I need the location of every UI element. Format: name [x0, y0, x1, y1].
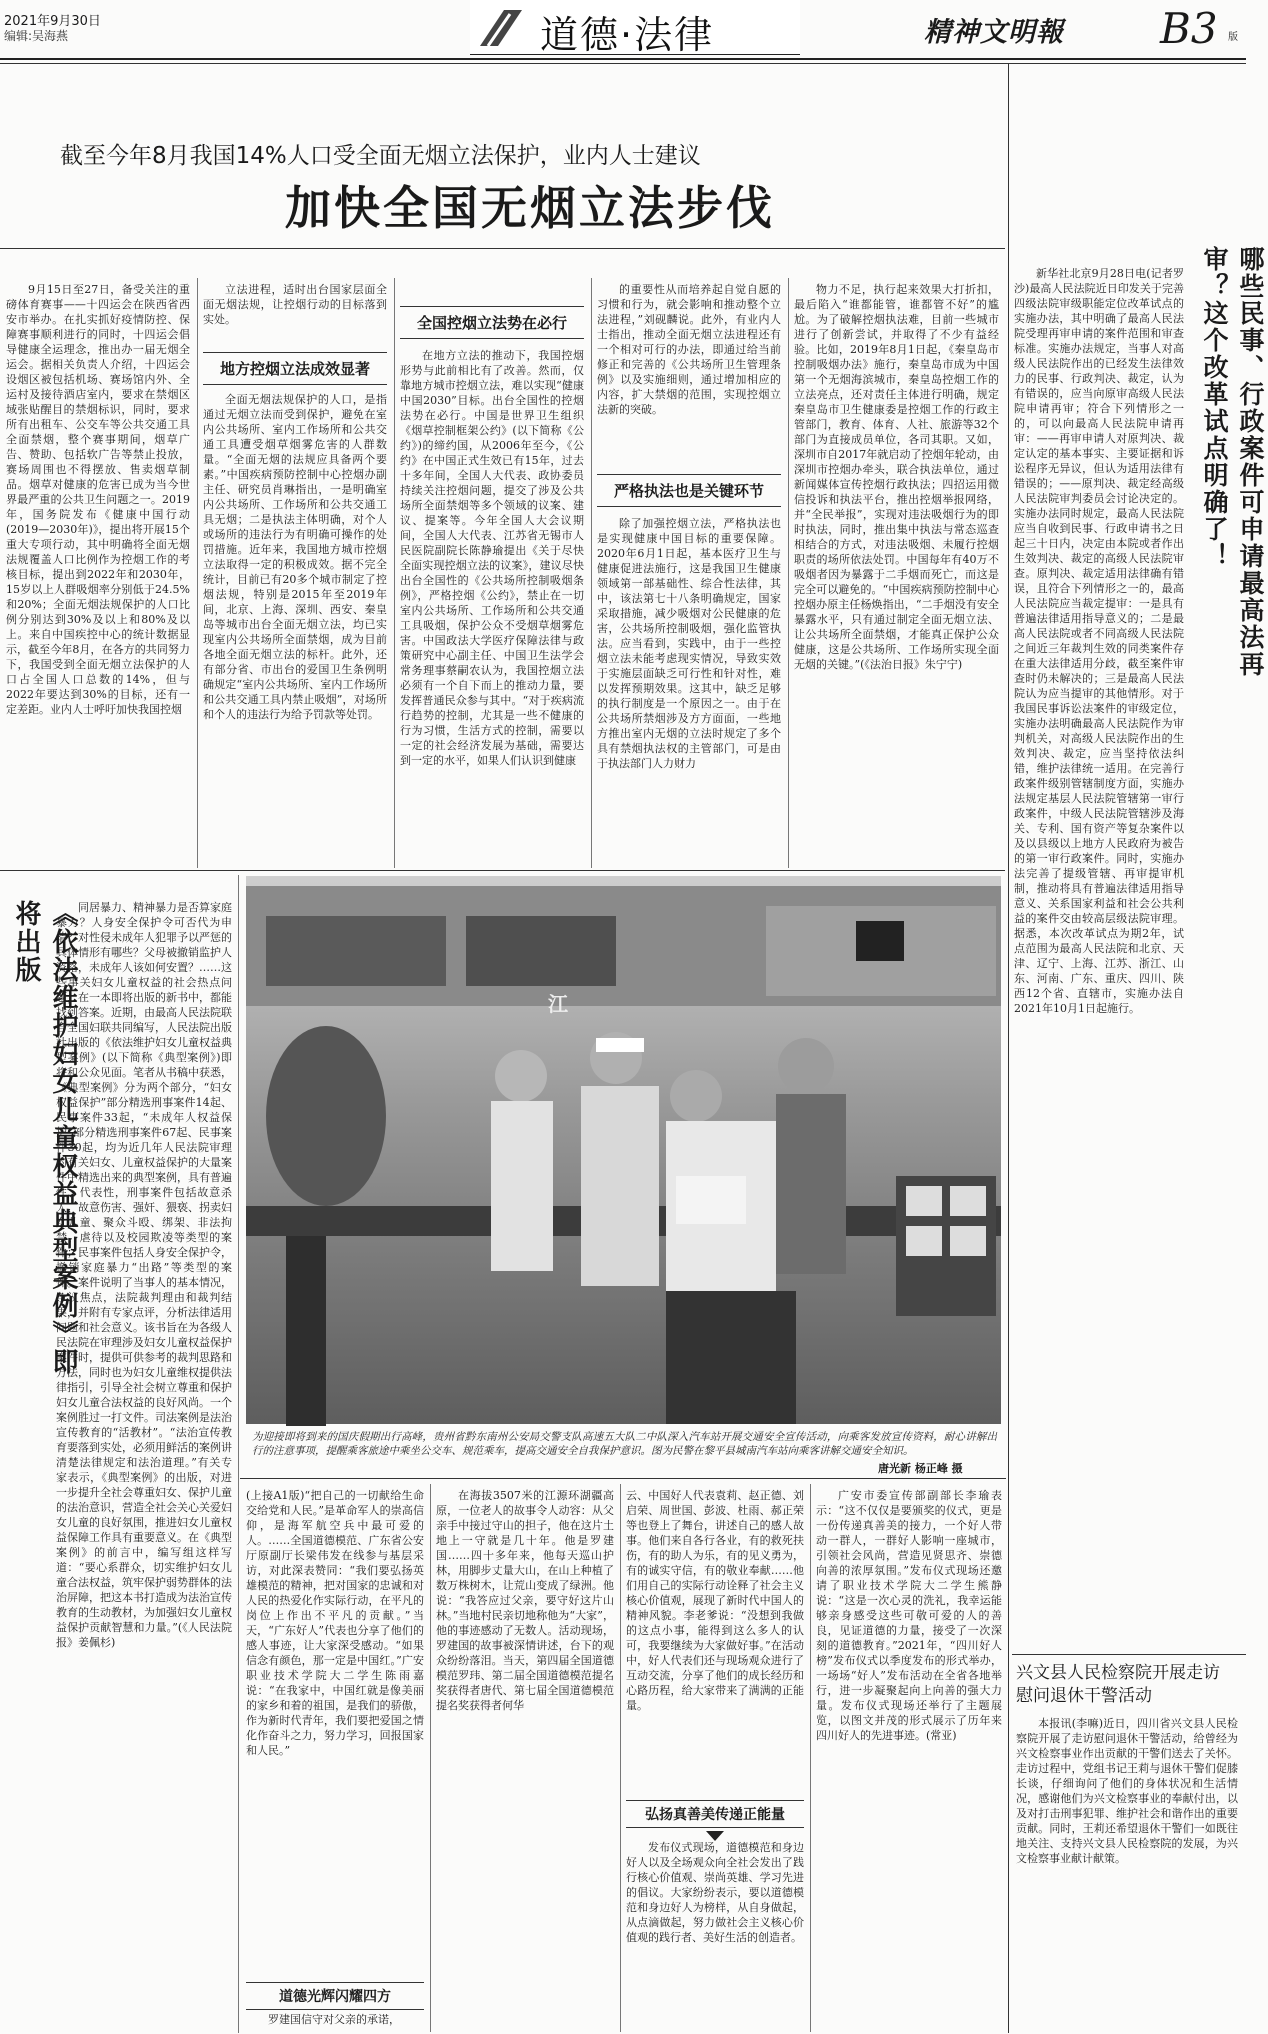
right-feature-body: 新华社北京9月28日电(记者罗沙)最高人民法院近日印发关于完善四级法院审级职能定位改革试点的实施办法，其中明确了最高人民法院受理再审申请的案件范围和审查标准。实施办法规定，当事人对高级人民法院作出的已经发生法律效力的民事、行政判决、裁定，认为有错误的，应当向原审高级人民法院申请再审；符合下列情形之一的，可以向最高人民法院申请再审：——再审申请人对原判决、裁定认定的基本事实、主要证据和诉讼程序无异议，但认为适用法律有错误的；——原判决、裁定经高级人民法院审判委员会讨论决定的。实施办法同时规定，最高人民法院应当自收到民事、行政申请书之日起三十日内，决定由本院或者作出生效判决、裁定的高级人民法院审查。原判决、裁定适用法律确有错误，且符合下列情形之一的，最高人民法院应当裁定提审：一是具有普遍法律适用指导意义的；二是最高人民法院或者不同高级人民法院之间近三年裁判生效的同类案件存在重大法律适用分歧，截至案件审查时仍未解决的；三是最高人民法院认为应当提审的其他情形。对于我国民事诉讼法案件的审级定位，实施办法明确最高人民法院作为审判机关，对高级人民法院作出的生效判决、裁定，应当坚持依法纠错，维护法律统一适用。在完善行政案件级别管辖制度方面，实施办法规定基层人民法院管辖第一审行政案件，中级人民法院管辖涉及海关、专利、国有资产等复杂案件以及以县级以上地方人民政府为被告的第一审行政案件。同时，实施办法完善了提级管辖、再审提审机制，推动将具有普遍法律适用指导意义、关系国家利益和社会公共利益的案件交由较高层级法院审理。据悉，本次改革试点为期2年，试点范围为最高人民法院和北京、天津、辽宁、上海、江苏、浙江、山东、河南、广东、重庆、四川、陕西12个省、直辖市，实施办法自2021年10月1日起施行。 [1014, 267, 1184, 1015]
lead-header-rule [0, 248, 1005, 249]
bottom-col-1-tail: 罗建国信守对父亲的承诺， [268, 2013, 400, 2026]
lead-col-5: 物力不足，执行起来效果大打折扣，最后陷入“谁都能管，谁都管不好”的尴尬。为了破解控烟执法难，目前一些城市进行了创新尝试，并取得了不少有益经验。比如，2019年8月1日起，《秦皇岛市控制吸烟办法》施行，秦皇岛市成为中国第一个无烟海滨城市，秦皇岛控烟工作的立法亮点，还对责任主体进行明确，规定秦皇岛市卫生健康委是控烟工作的行政主管部门，教育、体育、人社、旅游等32个部门为直接成员单位，各司其职。又如，深圳市自2017年就启动了控烟年轮动，由深圳市控烟办牵头，联合执法单位，通过新闻媒体宣传控烟行政执法；四招运用微信投诉和执法平台，推出控烟举报网络，并“全民举报”，实现对违法吸烟行为的即时执法，同时，推出集中执法与常态巡查相结合的方式，对违法吸烟、未履行控烟职责的场所依法处罚。中国每年有40万不吸烟者因为暴露于二手烟而死亡，而这是完全可以避免的。“中国疾病预防控制中心控烟办原主任杨焕指出，“二手烟没有安全暴露水平，只有通过制定全面无烟立法、让公共场所全面禁烟，才能真正保护公众健康，这是公共场所、工作场所实现全面无烟的关键。”(《法治日报》朱宁宁) [794, 283, 999, 671]
right-brief-body: 本报讯(李嘛)近日，四川省兴文县人民检察院开展了走访慰问退休干警活动，给曾经为兴文检察事业作出贡献的干警们送去了关怀。走访过程中，党组书记王莉与退休干警们促膝长谈，仔细询问了他们的身体状况和生活情况，感谢他们为兴文检察事业的奉献付出，以及对打击刑事犯罪、维护社会和谐作出的重要贡献。同时，王莉还希望退休干警们一如既往地关注、支持兴文县人民检察院的发展，为兴文检察事业献计献策。 [1016, 1717, 1238, 1865]
bottom-col-4: 广安市委宣传部副部长李瑜表示：“这不仅仅是要颁奖的仪式，更是一份传递真善美的接力，一个好人带动一群人，一群好人影响一座城市，引领社会风尚，营造见贤思齐、崇德向善的浓厚氛围。”发布仪式现场还邀请了职业技术学院大二学生熊静说：“这是一次心灵的洗礼，我幸运能够亲身感受这些可敬可爱的人的善良，见证道德的力量，接受了一次深刻的道德教育。”2021年，“四川好人榜”发布仪式以季度发布的形式举办，一场场“好人”发布活动在全省各地举行，进一步凝聚起向上向善的强大力量。发布仪式现场还举行了主题展览，以图文并茂的形式展示了历年来四川好人的先进事迹。(常亚) [816, 1489, 1002, 1742]
lead-col-2-subhead: 地方控烟立法成效显著 [203, 352, 387, 385]
bottom-col-3-tail: 发布仪式现场，道德模范和身边好人以及全场观众向全社会发出了践行核心价值观、崇尚英雄、学习先进的倡议。大家纷纷表示，要以道德模范和身边好人为榜样，从自身做起，从点滴做起，努力做社会主义核心价值观的践行者、美好生活的创造者。 [626, 1841, 804, 1944]
lead-col-2a: 立法进程，适时出台国家层面全面无烟法规，让控烟行动的目标落到实处。 [203, 283, 387, 326]
bottom-col-1-subhead: 道德光辉闪耀四方 [246, 1982, 424, 2010]
bottom-col-3-subhead: 弘扬真善美传递正能量 [626, 1800, 804, 1828]
bottom-col-3: 云、中国好人代表袁莉、赵正德、刘启荣、周世国、彭波、杜雨、郝正荣等也登上了舞台，讲述自己的感人故事。他们来自各行各业，有的救死扶伤，有的助人为乐，有的见义勇为，有的诚实守信，有的敬业奉献……他们用自己的实际行动诠释了社会主义核心价值观，展现了新时代中国人的精神风貌。李老爹说：“没想到我做的这点小事，能得到这么多人的认可，我要继续为大家做好事。”在活动中，好人代表们还与现场观众进行了互动交流，分享了他们的成长经历和心路历程，给大家带来了满满的正能量。 [626, 1489, 804, 1712]
photo-credit: 唐光新 杨正峰 摄 [878, 1462, 963, 1475]
ribbon-left-icon [478, 6, 524, 52]
section-title: 道德·法律 [540, 13, 715, 57]
photo-scene [246, 876, 1001, 1424]
lead-col-3-subhead: 全国控烟立法势在必行 [400, 306, 584, 339]
lead-col-4-subhead: 严格执法也是关键环节 [597, 474, 781, 507]
newspaper-name: 精神文明報 [924, 17, 1064, 48]
right-brief-title: 兴文县人民检察院开展走访慰问退休干警活动 [1016, 1663, 1220, 1706]
bus-window-sign: 江 [548, 992, 568, 1016]
lead-col-2b: 全面无烟法规保护的人口，是指通过无烟立法而受到保护，避免在室内公共场所、室内工作场所和公共交通工具遭受烟草烟雾危害的人群数量。“全面无烟的法规应具备两个要素。”中国疾病预防控制中心控烟办副主任、研究员肖琳指出，一是明确室内公共场所、工作场所和公共交通工具无烟；二是执法主体明确，对个人或场所的违法行为有明确可操作的处罚措施。近年来，我国地方城市控烟立法取得一定的积极成效。据不完全统计，目前已有20多个城市制定了控烟法规，特别是2015年至2019年间，北京、上海、深圳、西安、秦皇岛等城市出台全面无烟立法，均已实现室内公共场所全面禁烟，成为目前各地全面无烟立法的标杆。此外，还有部分省、市出台的爱国卫生条例明确规定“室内公共场所、室内工作场所和公共交通工具内禁止吸烟”，对场所和个人的违法行为给予罚款等处罚。 [203, 393, 387, 721]
lead-col-1: 9月15日至27日，备受关注的重磅体育赛事——十四运会在陕西省西安市举办。在扎实抓好疫情防控、保障赛事顺利进行的同时，十四运会倡导健康全运理念，推出办一届无烟全运会。据相关负责人介绍，十四运会设烟区被包括机场、赛场馆内外、全运村及接待酒店室内，要求在禁烟区域张贴醒目的禁烟标识，同时，要求所有出租车、公交车等公共交通工具全面禁烟，整个赛事期间，烟草广告、赞助、包括软广告等禁止投放，赛场周围也不得摆放、售卖烟草制品。烟草对健康的危害已成为当今世界最严重的公共卫生问题之一。2019年，国务院发布《健康中国行动(2019—2030年)》，提出将开展15个重大专项行动，其中明确将全面无烟法规覆盖人口比例作为控烟工作的考核目标，提出到2022年和2030年，15岁以上人群吸烟率分别低于24.5%和20%；全面无烟法规保护的人口比例分别达到30%及以上和80%及以上。来自中国疾控中心的统计数据显示，截至今年8月，在各方的共同努力下，我国受到全面无烟立法保护的人口占全国人口总数的14%，但与2022年要达到30%的目标，还有一定差距。业内人士呼吁加快我国控烟 [6, 283, 190, 716]
lead-col-4b: 除了加强控烟立法，严格执法也是实现健康中国目标的重要保障。2020年6月1日起，基本医疗卫生与健康促进法施行，这是我国卫生健康领域第一部基础性、综合性法律，其中，该法第七十八条明确规定，国家采取措施，减少吸烟对公民健康的危害，公共场所控制吸烟，强化监管执法。应当看到，实践中，由于一些控烟立法未能考虑现实情况，导致实效于实施层面缺乏可行性和针对性，难以发挥预期效果。这其中，缺乏足够的执行制度是一个原因之一。由于在公共场所禁烟涉及方方面面，一些地方推出室内无烟的立法时规定了多个具有禁烟执法权的主管部门，可是由于执法部门人力财力 [597, 517, 781, 770]
issue-date: 2021年9月30日 [4, 14, 101, 29]
left-feature-title: 《依法维护妇女儿童权益典型案例》即将出版 [11, 900, 78, 1376]
lead-col-3: 在地方立法的推动下，我国控烟形势与此前相比有了改善。然而，仅靠地方城市控烟立法，难以实现“健康中国2030”目标。出台全国性的控烟法势在必行。中国是世界卫生组织《烟草控制框架公约》(以下简称《公约》)的缔约国，从2006年至今，《公约》在中国正式生效已有15年，过去十多年间，全国人大代表、政协委员持续关注控烟问题，提交了涉及公共场所全面禁烟等多个领域的议案、建议、提案等。今年全国人大会议期间，全国人大代表、江苏省无锡市人民医院副院长陈静瑜提出《关于尽快全面实现控烟立法的议案》，建议尽快出台全国性的《公共场所控制吸烟条例》，严格控烟《公约》，禁止在一切室内公共场所、工作场所和公共交通工具吸烟，保护公众不受烟草烟雾危害。中国政法大学医疗保障法律与政策研究中心副主任、中国卫生法学会常务理事蔡嗣农认为，我国控烟立法必须有一个自下而上的推动力量，要发挥普通民众参与其中。“对于疾病流行趋势的控制，尤其是一些不健康的行为习惯，生活方式的控制，需要以一定的社会经济发展为基础，需要达到一定的水平，如果人们认识到健康 [400, 349, 584, 767]
lead-bottom-rule [0, 870, 1005, 871]
editor-credit: 编辑:吴海燕 [4, 29, 69, 43]
bottom-col-2: 在海拔3507米的江源环湖疆高原，一位老人的故事令人动容：从父亲手中接过守山的担子，他在这片土地上一守就是几十年。他是罗建国……四十多年来，他每天巡山护林，用脚步丈量大山，在山上种植了数万株树木，让荒山变成了绿洲。他说：“我答应过父亲，要守好这片山林。”当地村民亲切地称他为“大家”，他的事迹感动了无数人。活动现场，罗建国的故事被深情讲述，台下的观众纷纷落泪。当天，第四届全国道德模范罗玮、第二届全国道德模范提名奖获得者唐代、第七届全国道德模范提名奖获得者何华 [436, 1489, 614, 1712]
page-number: B3 [1160, 4, 1218, 53]
right-feature-title: 哪些民事、行政案件可申请最高法再审？这个改革试点明确了！ [1200, 246, 1265, 678]
masthead-rule [0, 58, 1246, 60]
left-feature-body: 同居暴力、精神暴力是否算家庭暴力？人身安全保护令可否代为申请？对性侵未成年人犯罪予以严惩的具体情形有哪些？父母被撤销监护人资格，未成年人该如何安置？……这些事关妇女儿童权益的社会热点问题，在一本即将出版的新书中，都能找到答案。近期，由最高人民法院联合全国妇联共同编写，人民法院出版社出版的《依法维护妇女儿童权益典型案例》(以下简称《典型案例》)即将和公众见面。笔者从书稿中获悉，《典型案例》分为两个部分，“妇女权益保护”部分精选刑事案件14起、民事案件33起，“未成年人权益保护”部分精选刑事案件67起、民事案件30起，均为近几年人民法院审理的有关妇女、儿童权益保护的大量案件中精选出来的典型案例，具有普遍性、代表性，刑事案件包括故意杀人、故意伤害、强奸、猥亵、拐卖妇女儿童、聚众斗殴、绑架、非法拘禁、虐待以及校园欺凌等类型的案件；民事案件包括人身安全保护令，撤销家庭暴力“出路”等类型的案件。案件说明了当事人的基本情况，争议焦点，法院裁判理由和裁判结果，并附有专家点评，分析法律适用问题和社会意义。该书旨在为各级人民法院在审理涉及妇女儿童权益保护案件时，提供可供参考的裁判思路和方法，同时也为妇女儿童维权提供法律指引，引导全社会树立尊重和保护妇女儿童合法权益的良好风尚。一个案例胜过一打文件。司法案例是法治宣传教育的“活教材”。“法治宣传教育要落到实处，必须用鲜活的案例讲清楚法律规定和法治道理。”有关专家表示，《典型案例》的出版，对进一步提升全社会尊重妇女、保护儿童的法治意识，营造全社会关心关爱妇女儿童的良好氛围，推进妇女儿童权益保障工作具有重要意义。在《典型案例》的前言中，编写组这样写道：“要心系群众，切实维护妇女儿童合法权益，筑牢保护弱势群体的法治屏障，把这本书打造成为法治宣传教育的生动教材，为加强妇女儿童权益保护贡献智慧和力量。”(《人民法院报》姜佩杉) [56, 901, 232, 1649]
left-feature-body-cont [4, 1504, 230, 2024]
page-suffix: 版 [1228, 32, 1238, 43]
news-photo [246, 876, 1001, 1424]
lead-subtitle: 截至今年8月我国14%人口受全面无烟立法保护，业内人士建议 [60, 143, 701, 169]
lead-col-4a: 的重要性从而培养起自觉自愿的习惯和行为，就会影响和推动整个立法进程，”刘砚麟说。此外，有业内人士指出，推动全面无烟立法进程还有一个相对可行的办法，即通过给当前修正和完善的《公共场所卫生管理条例》以及实施细则，通过增加相应的内容，扩大禁烟的范围，实现控烟立法新的突破。 [597, 283, 781, 416]
photo-caption: 为迎接即将到来的国庆假期出行高峰，贵州省黔东南州公安局交警支队高速五大队二中队深入汽车站开展交通安全宣传活动，向乘客发放宣传资料，耐心讲解出行的注意事项，提醒乘客旅途中乘坐公交车、规范乘车，提高交通安全自我保护意识。图为民警在黎平县城南汽车站向乘客讲解交通安全知识。 [252, 1431, 997, 1457]
bottom-col-1: (上接A1版)“把自己的一切献给生命交给党和人民。”是革命军人的崇高信仰，是海军航空兵中最可爱的人。……全国道德模范、广东省公安厅原副厅长梁伟发在线参与基层采访，对此深表赞同：“我们要弘扬英雄模范的精神，把对国家的忠诚和对人民的热爱化作实际行动，在平凡的岗位上作出不平凡的贡献。”当天，“广东好人”代表也分享了他们的感人事迹，让大家深受感动。“如果信念有颜色，那一定是中国红。”广安职业技术学院大二学生陈雨嘉说：“在我家中，中国红就是像美丽的家乡和着的祖国，是我们的骄傲，作为新时代青年，我们要把爱国之情化作奋斗之力，努力学习，回报国家和人民。” [246, 1489, 424, 1757]
lead-headline: 加快全国无烟立法步伐 [285, 181, 775, 235]
